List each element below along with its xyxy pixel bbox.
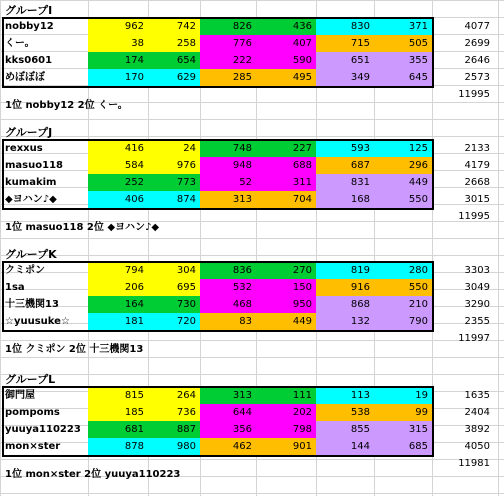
player-total[interactable]: 2646 [464, 55, 490, 66]
player-name[interactable]: クミポン [5, 265, 45, 276]
player-total[interactable]: 4050 [464, 441, 490, 452]
player-total[interactable]: 4179 [464, 160, 490, 171]
player-total[interactable]: 3015 [464, 194, 490, 205]
score-cell[interactable]: 532 [200, 279, 256, 296]
grid-line [0, 119, 504, 120]
score-cell[interactable]: 52 [200, 174, 256, 191]
player-name[interactable]: 十三機関13 [5, 299, 59, 310]
group-title: グループJ [5, 126, 53, 139]
player-total[interactable]: 3892 [464, 424, 490, 435]
player-name[interactable]: rexxus [5, 143, 43, 154]
score-cell[interactable]: 550 [374, 279, 432, 296]
player-name[interactable]: くー。 [5, 38, 35, 49]
score-cell[interactable]: 593 [316, 140, 374, 157]
player-name[interactable]: yuuya110223 [5, 424, 81, 435]
score-cell[interactable]: 644 [200, 404, 256, 421]
score-cell[interactable]: 280 [374, 262, 432, 279]
score-cell[interactable]: 99 [374, 404, 432, 421]
score-cell[interactable]: 836 [200, 262, 256, 279]
grid-line [0, 238, 504, 239]
score-cell[interactable]: 887 [148, 421, 200, 438]
player-total[interactable]: 3303 [464, 265, 490, 276]
score-cell[interactable]: 206 [88, 279, 148, 296]
score-cell[interactable]: 742 [148, 18, 200, 35]
score-cell[interactable]: 819 [316, 262, 374, 279]
player-name[interactable]: kks0601 [5, 55, 53, 66]
score-cell[interactable]: 687 [316, 157, 374, 174]
score-cell[interactable]: 901 [256, 438, 316, 455]
grid-line [0, 493, 504, 494]
player-name[interactable]: pompoms [5, 407, 60, 418]
score-cell[interactable]: 264 [148, 387, 200, 404]
score-cell[interactable]: 210 [374, 296, 432, 313]
score-cell[interactable]: 874 [148, 191, 200, 208]
player-name[interactable]: masuo118 [5, 160, 63, 171]
player-name[interactable]: 1sa [5, 282, 25, 293]
group-total[interactable]: 11997 [458, 333, 490, 344]
score-cell[interactable]: 285 [200, 69, 256, 86]
score-cell[interactable]: 654 [148, 52, 200, 69]
grid-line [0, 136, 504, 137]
player-total[interactable]: 2699 [464, 38, 490, 49]
score-cell[interactable]: 38 [88, 35, 148, 52]
score-cell[interactable]: 168 [316, 191, 374, 208]
grid-line [0, 0, 1, 496]
score-cell[interactable]: 371 [374, 18, 432, 35]
score-cell[interactable]: 550 [374, 191, 432, 208]
group-total[interactable]: 11981 [458, 458, 490, 469]
score-cell[interactable]: 132 [316, 313, 374, 330]
player-total[interactable]: 2355 [464, 316, 490, 327]
score-cell[interactable]: 695 [148, 279, 200, 296]
score-cell[interactable]: 830 [316, 18, 374, 35]
group-ranking: 1位 nobby12 2位 くー。 [5, 100, 128, 111]
grid-line [0, 0, 504, 1]
score-cell[interactable]: 83 [200, 313, 256, 330]
player-name[interactable]: めぼぼぼ [5, 72, 45, 83]
group-ranking: 1位 クミポン 2位 十三機関13 [5, 344, 144, 355]
player-total[interactable]: 1635 [464, 390, 490, 401]
group-total[interactable]: 11995 [458, 89, 490, 100]
score-cell[interactable]: 794 [88, 262, 148, 279]
score-cell[interactable]: 150 [256, 279, 316, 296]
score-cell[interactable]: 826 [200, 18, 256, 35]
score-cell[interactable]: 227 [256, 140, 316, 157]
score-cell[interactable]: 629 [148, 69, 200, 86]
score-cell[interactable]: 855 [316, 421, 374, 438]
group-title: グループL [5, 373, 56, 386]
score-cell[interactable]: 24 [148, 140, 200, 157]
score-cell[interactable]: 773 [148, 174, 200, 191]
score-cell[interactable]: 185 [88, 404, 148, 421]
score-cell[interactable]: 315 [374, 421, 432, 438]
score-cell[interactable]: 831 [316, 174, 374, 191]
score-cell[interactable]: 720 [148, 313, 200, 330]
group-ranking: 1位 masuo118 2位 ◆ヨハン♪◆ [5, 222, 160, 233]
score-cell[interactable]: 590 [256, 52, 316, 69]
score-cell[interactable]: 174 [88, 52, 148, 69]
score-cell[interactable]: 313 [200, 387, 256, 404]
grid-line [0, 374, 504, 375]
player-name[interactable]: nobby12 [5, 21, 54, 32]
score-cell[interactable]: 436 [256, 18, 316, 35]
player-total[interactable]: 3290 [464, 299, 490, 310]
score-cell[interactable]: 505 [374, 35, 432, 52]
player-total[interactable]: 2668 [464, 177, 490, 188]
score-cell[interactable]: 868 [316, 296, 374, 313]
score-cell[interactable]: 980 [148, 438, 200, 455]
player-name[interactable]: kumakim [5, 177, 57, 188]
score-cell[interactable]: 798 [256, 421, 316, 438]
score-cell[interactable]: 748 [200, 140, 256, 157]
player-total[interactable]: 2404 [464, 407, 490, 418]
score-cell[interactable]: 584 [88, 157, 148, 174]
group-ranking: 1位 mon×ster 2位 yuuya110223 [5, 469, 181, 480]
score-cell[interactable]: 356 [200, 421, 256, 438]
score-cell[interactable]: 651 [316, 52, 374, 69]
score-cell[interactable]: 715 [316, 35, 374, 52]
score-cell[interactable]: 416 [88, 140, 148, 157]
grid-line [432, 0, 433, 496]
score-cell[interactable]: 685 [374, 438, 432, 455]
score-cell[interactable]: 468 [200, 296, 256, 313]
grid-line [0, 255, 504, 256]
score-cell[interactable]: 406 [88, 191, 148, 208]
grid-line [498, 0, 499, 496]
player-total[interactable]: 3049 [464, 282, 490, 293]
score-cell[interactable]: 170 [88, 69, 148, 86]
score-cell[interactable]: 125 [374, 140, 432, 157]
score-cell[interactable]: 495 [256, 69, 316, 86]
score-cell[interactable]: 258 [148, 35, 200, 52]
group-title: グループI [5, 4, 53, 17]
score-cell[interactable]: 222 [200, 52, 256, 69]
score-cell[interactable]: 296 [374, 157, 432, 174]
score-cell[interactable]: 19 [374, 387, 432, 404]
score-cell[interactable]: 948 [200, 157, 256, 174]
score-cell[interactable]: 815 [88, 387, 148, 404]
score-cell[interactable]: 878 [88, 438, 148, 455]
score-cell[interactable]: 407 [256, 35, 316, 52]
player-name[interactable]: ◆ヨハン♪◆ [5, 194, 57, 205]
score-cell[interactable]: 790 [374, 313, 432, 330]
score-cell[interactable]: 181 [88, 313, 148, 330]
score-cell[interactable]: 704 [256, 191, 316, 208]
score-cell[interactable]: 976 [148, 157, 200, 174]
score-cell[interactable]: 355 [374, 52, 432, 69]
player-total[interactable]: 2573 [464, 72, 490, 83]
score-cell[interactable]: 776 [200, 35, 256, 52]
player-name[interactable]: mon×ster [5, 441, 61, 452]
score-cell[interactable]: 962 [88, 18, 148, 35]
score-cell[interactable]: 462 [200, 438, 256, 455]
score-cell[interactable]: 164 [88, 296, 148, 313]
player-name[interactable]: 御門屋 [5, 390, 35, 401]
player-name[interactable]: ☆yuusuke☆ [5, 316, 70, 327]
score-cell[interactable]: 449 [374, 174, 432, 191]
score-cell[interactable]: 270 [256, 262, 316, 279]
score-cell[interactable]: 538 [316, 404, 374, 421]
score-cell[interactable]: 950 [256, 296, 316, 313]
score-cell[interactable]: 144 [316, 438, 374, 455]
player-total[interactable]: 4077 [464, 21, 490, 32]
score-cell[interactable]: 730 [148, 296, 200, 313]
score-cell[interactable]: 449 [256, 313, 316, 330]
score-cell[interactable]: 311 [256, 174, 316, 191]
score-cell[interactable]: 252 [88, 174, 148, 191]
player-total[interactable]: 2133 [464, 143, 490, 154]
score-cell[interactable]: 645 [374, 69, 432, 86]
score-cell[interactable]: 736 [148, 404, 200, 421]
score-cell[interactable]: 304 [148, 262, 200, 279]
group-title: グループK [5, 248, 57, 261]
score-cell[interactable]: 349 [316, 69, 374, 86]
grid-line [0, 459, 504, 460]
score-cell[interactable]: 688 [256, 157, 316, 174]
score-cell[interactable]: 681 [88, 421, 148, 438]
score-cell[interactable]: 313 [200, 191, 256, 208]
score-cell[interactable]: 202 [256, 404, 316, 421]
group-total[interactable]: 11995 [458, 211, 490, 222]
score-cell[interactable]: 916 [316, 279, 374, 296]
score-cell[interactable]: 111 [256, 387, 316, 404]
score-cell[interactable]: 113 [316, 387, 374, 404]
